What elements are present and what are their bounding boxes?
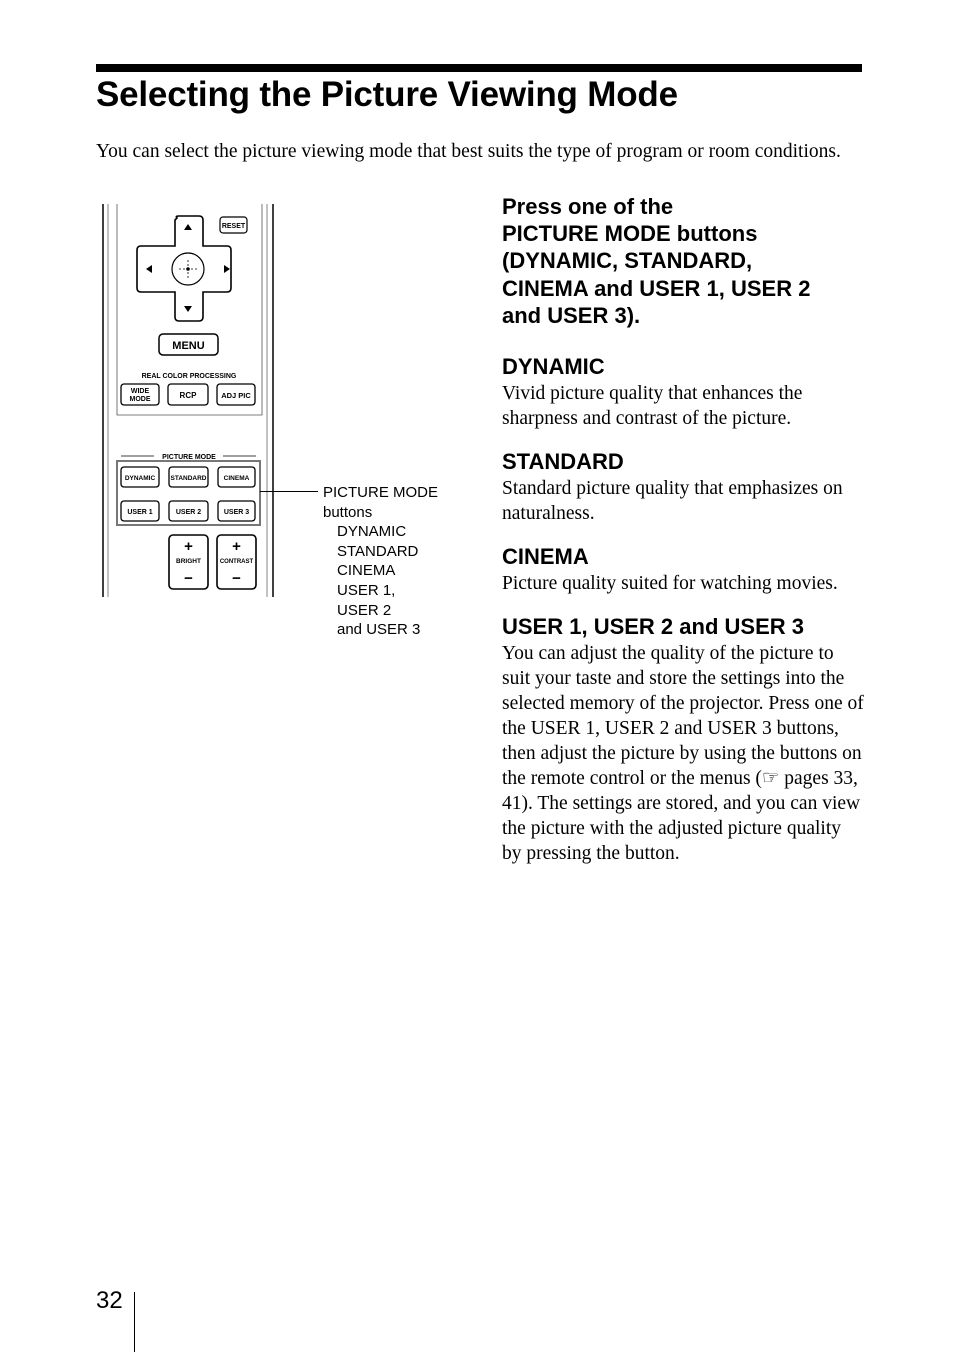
user1-button-label: USER 1	[127, 509, 153, 516]
step-line: PICTURE MODE buttons	[502, 221, 758, 247]
adj-pic-button[interactable]	[217, 384, 255, 405]
cinema-button-label: CINEMA	[223, 475, 250, 482]
user2-button-label: USER 2	[175, 509, 202, 516]
bright-label: BRIGHT	[176, 558, 201, 565]
page-number-rule	[134, 1292, 135, 1352]
wide-mode-label-line1: WIDE	[130, 388, 150, 395]
section-text-cinema: Picture quality suited for watching movies.	[502, 573, 838, 595]
user3-button[interactable]	[218, 501, 255, 521]
standard-button[interactable]	[169, 467, 208, 487]
bright-plus: +	[184, 538, 193, 555]
step-line: (DYNAMIC, STANDARD,	[502, 248, 753, 274]
callout-line: buttons	[323, 503, 373, 521]
contrast-plus: +	[232, 538, 241, 555]
contrast-minus: −	[232, 570, 241, 587]
picture-mode-callout	[323, 483, 463, 640]
menu-button[interactable]	[159, 334, 218, 355]
callout-line: STANDARD	[337, 542, 419, 560]
dynamic-button-label: DYNAMIC	[124, 475, 156, 482]
intro-paragraph: You can select the picture viewing mode that best suits the type of program or room conditions.	[96, 141, 841, 162]
step-line: CINEMA and USER 1, USER 2	[502, 275, 811, 301]
rcp-button[interactable]	[168, 384, 208, 405]
instructions-column	[502, 193, 864, 866]
adj-pic-label: ADJ PIC	[221, 391, 251, 400]
section-heading-cinema: CINEMA	[502, 544, 589, 570]
picture-mode-group-label: PICTURE MODE	[162, 454, 216, 461]
standard-button-label: STANDARD	[170, 475, 207, 482]
bright-rocker[interactable]	[169, 535, 208, 589]
callout-leader-line	[260, 491, 318, 492]
cinema-button[interactable]	[218, 467, 255, 487]
user2-button[interactable]	[169, 501, 208, 521]
rcp-label: RCP	[179, 391, 197, 400]
section-heading-user: USER 1, USER 2 and USER 3	[502, 614, 804, 640]
callout-line: USER 1,	[337, 581, 396, 599]
bright-minus: −	[184, 570, 193, 587]
step-line: and USER 3).	[502, 302, 641, 328]
callout-line: CINEMA	[337, 562, 396, 580]
contrast-rocker[interactable]	[217, 535, 256, 589]
callout-line: and USER 3	[337, 621, 421, 639]
step-instruction	[502, 193, 864, 329]
callout-line: PICTURE MODE	[323, 484, 439, 501]
section-text-dynamic: Vivid picture quality that enhances the sharpness and contrast of the picture.	[502, 383, 803, 430]
user3-button-label: USER 3	[223, 509, 250, 516]
wide-mode-label-line2: MODE	[129, 396, 151, 403]
page-number: 32	[96, 1287, 123, 1314]
callout-line: USER 2	[337, 601, 392, 619]
reset-label: RESET	[221, 223, 246, 230]
real-color-processing-label: REAL COLOR PROCESSING	[141, 373, 237, 380]
page-title: Selecting the Picture Viewing Mode	[96, 75, 678, 114]
section-text-standard: Standard picture quality that emphasizes on naturalness.	[502, 478, 843, 525]
user1-button[interactable]	[121, 501, 159, 521]
title-rule	[96, 64, 862, 72]
dynamic-button[interactable]	[121, 467, 159, 487]
section-heading-standard: STANDARD	[502, 449, 624, 475]
menu-label: MENU	[172, 340, 205, 352]
step-line: Press one of the	[502, 194, 674, 219]
callout-line: DYNAMIC	[337, 523, 407, 541]
section-heading-dynamic: DYNAMIC	[502, 354, 605, 380]
reset-button[interactable]	[220, 217, 247, 233]
contrast-label: CONTRAST	[219, 559, 254, 565]
remote-control-illustration	[96, 200, 286, 600]
wide-mode-button[interactable]	[121, 384, 159, 405]
section-text-user: You can adjust the quality of the picture to suit your taste and store the settings into the selected memory of the projector. Press one of the USER 1, USER 2 and USER 3 buttons, then adjust the picture by using the buttons on the remote control or the menus (☞ pages 33, 41). The settings are stored, and you can view the picture with the adjusted picture quality by pressing the button.	[502, 643, 864, 865]
